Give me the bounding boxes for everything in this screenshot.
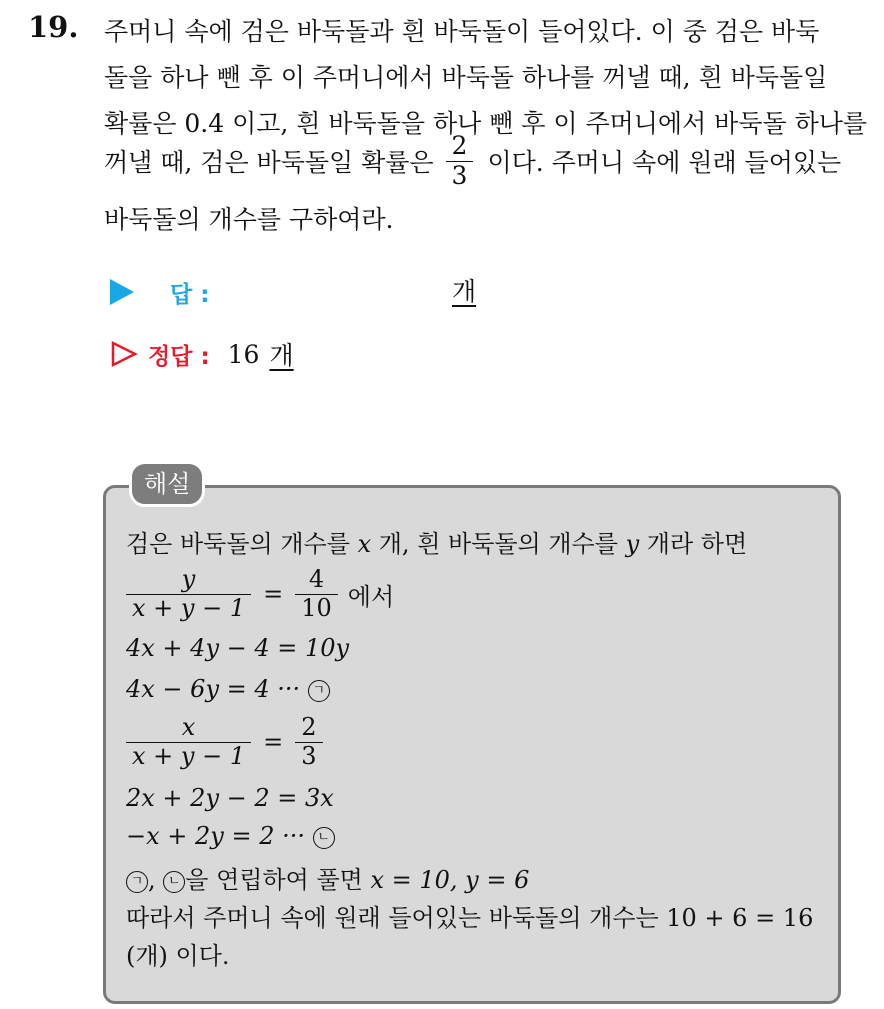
eq4-equals: = — [263, 728, 284, 756]
correct-answer-unit: 개 — [269, 341, 294, 370]
fraction-denominator: 3 — [446, 161, 474, 191]
eq4-rhs-den: 3 — [295, 742, 322, 771]
solution-conclusion-2: (개) 이다. — [126, 942, 230, 970]
outline-triangle-icon — [110, 340, 138, 368]
eq4-lhs-num: x — [181, 712, 196, 741]
combine-separator: , — [148, 866, 156, 894]
correct-answer-label: 정답 : — [148, 343, 210, 370]
question-number: 19. — [28, 10, 79, 44]
eq4-rhs-fraction — [295, 714, 322, 770]
eq1-rhs-num: 4 — [308, 564, 325, 593]
eq4-lhs-den: x + y − 1 — [126, 742, 251, 771]
question-line-3: 확률은 0.4 이고, 흰 바둑돌을 하나 뺀 후 이 주머니에서 바둑돌 하나를 — [104, 109, 868, 138]
solution-eq-2: 4x + 4y − 4 = 10y — [126, 634, 350, 662]
eq3-text: 4x − 6y = 4 ··· — [126, 675, 301, 703]
question-line-2: 돌을 하나 뺀 후 이 주머니에서 바둑돌 하나를 꺼낼 때, 흰 바둑돌일 — [104, 63, 828, 92]
solution-eq-6 — [126, 822, 335, 850]
question-line-4 — [104, 128, 841, 194]
question-line-4-text: 꺼낼 때, 검은 바둑돌일 확률은 — [104, 148, 434, 177]
correct-answer-row — [110, 338, 294, 370]
fraction-numerator: 2 — [451, 130, 468, 160]
correct-answer-value: 16 — [227, 339, 260, 369]
question-fraction — [446, 132, 474, 191]
solution-eq-4 — [126, 710, 327, 774]
solution-combine — [126, 860, 529, 895]
solution-eq-5: 2x + 2y − 2 = 3x — [126, 784, 334, 812]
eq1-rhs-den: 10 — [295, 594, 338, 623]
play-triangle-icon — [110, 279, 134, 305]
answer-row — [110, 277, 209, 307]
eq1-suffix: 에서 — [347, 582, 395, 611]
intro-text-2: 개, 흰 바둑돌의 개수를 — [378, 530, 618, 558]
combine-text: 을 연립하여 풀면 — [185, 866, 363, 894]
question-line-5: 바둑돌의 개수를 구하여라. — [104, 205, 394, 234]
eq1-lhs-den: x + y − 1 — [126, 594, 251, 623]
question-line-1: 주머니 속에 검은 바둑돌과 흰 바둑돌이 들어있다. 이 중 검은 바둑 — [104, 17, 820, 46]
eq1-lhs-fraction — [126, 566, 251, 622]
question-line-4-suffix: 이다. 주머니 속에 원래 들어있는 — [487, 148, 842, 177]
circled-mark-2-ref: ㄴ — [163, 871, 185, 893]
eq4-lhs-fraction — [126, 714, 251, 770]
solution-intro — [126, 524, 747, 559]
solution-conclusion-1: 따라서 주머니 속에 원래 들어있는 바둑돌의 개수는 10 + 6 = 16 — [126, 904, 814, 932]
answer-unit: 개 — [452, 277, 477, 306]
eq4-rhs-num: 2 — [301, 712, 317, 741]
circled-mark-1-ref: ㄱ — [126, 871, 148, 893]
circled-mark-1: ㄱ — [308, 680, 330, 702]
eq1-lhs-num: y — [181, 564, 196, 593]
solution-eq-1 — [126, 562, 394, 626]
intro-text-3: 개라 하면 — [646, 530, 748, 558]
answer-label: 답 : — [170, 281, 210, 308]
solution-eq-3 — [126, 675, 330, 703]
intro-text-1: 검은 바둑돌의 개수를 — [126, 530, 350, 558]
intro-var-x: x — [357, 530, 372, 558]
eq1-equals: = — [263, 580, 284, 608]
solution-tag: 해설 — [129, 461, 205, 507]
eq1-rhs-fraction — [295, 566, 338, 622]
intro-var-y: y — [625, 530, 640, 558]
eq6-text: −x + 2y = 2 ··· — [126, 822, 305, 850]
circled-mark-2: ㄴ — [313, 827, 335, 849]
combine-result: x = 10, y = 6 — [370, 866, 530, 894]
